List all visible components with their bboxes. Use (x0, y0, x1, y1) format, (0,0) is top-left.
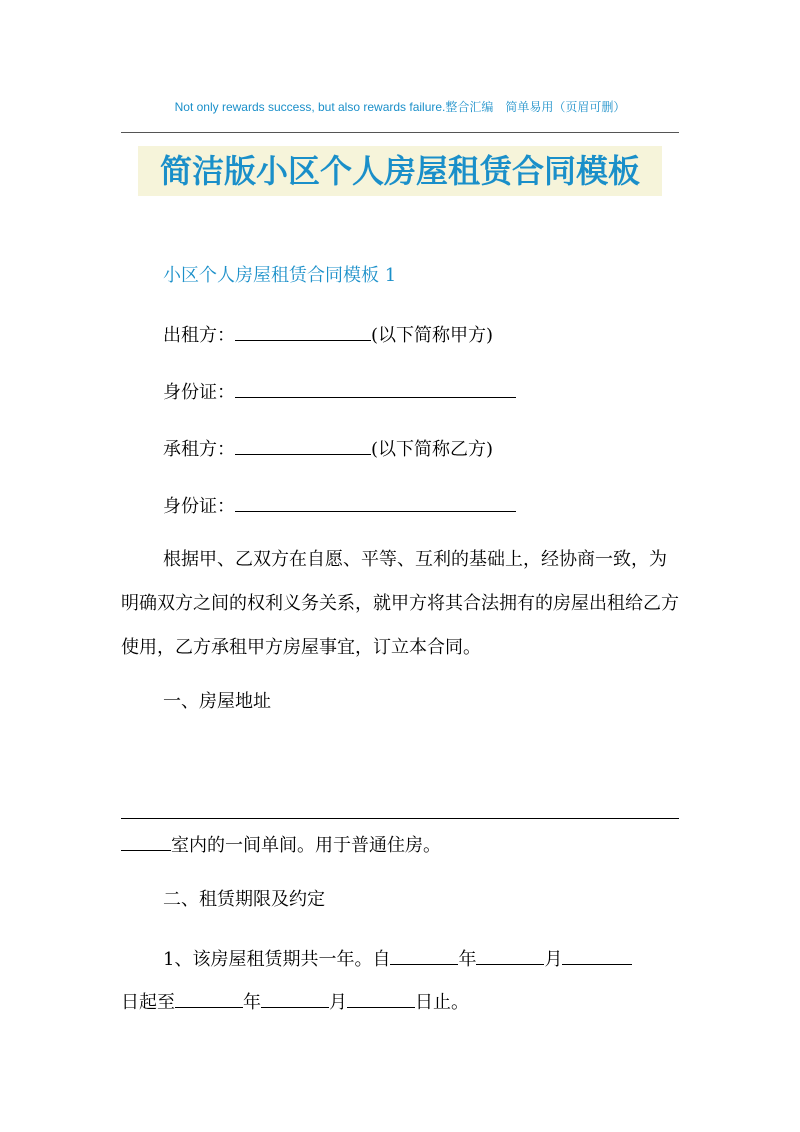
lessee-name-blank[interactable] (235, 434, 371, 455)
end-month-blank[interactable] (261, 987, 329, 1008)
end-year-blank[interactable] (175, 987, 243, 1008)
term-prefix: 1、该房屋租赁期共一年。自 (163, 949, 391, 970)
month-label-2: 月 (329, 992, 347, 1013)
header-divider (121, 132, 679, 133)
lessor-id-blank[interactable] (235, 377, 516, 398)
page-header: Not only rewards success, but also rewards failure.整合汇编 简单易用（页眉可删） (174, 100, 626, 114)
month-label: 月 (544, 949, 563, 970)
address-row (121, 830, 441, 859)
lessor-id-row (163, 377, 516, 406)
address-blank-line[interactable] (121, 818, 679, 819)
lessee-id-label: 身份证： (163, 496, 235, 517)
lessee-label: 承租方： (163, 439, 235, 460)
lessor-note: (以下简称甲方) (371, 325, 494, 346)
document-title: 简洁版小区个人房屋租赁合同模板 (138, 146, 662, 196)
section1-heading: 一、房屋地址 (163, 691, 271, 712)
address-blank[interactable] (121, 830, 171, 851)
term-line-1 (163, 944, 632, 973)
year-label-2: 年 (243, 992, 261, 1013)
start-year-blank[interactable] (390, 944, 458, 965)
lessee-row (163, 434, 493, 463)
term-line-2 (121, 987, 469, 1016)
lessor-row (163, 320, 493, 349)
lessor-name-blank[interactable] (235, 320, 371, 341)
lessee-note: (以下简称乙方) (371, 439, 494, 460)
section-subtitle: 小区个人房屋租赁合同模板 1 (163, 265, 397, 286)
lessor-label: 出租方： (163, 325, 235, 346)
end-day-blank[interactable] (347, 987, 415, 1008)
address-suffix: 室内的一间单间。用于普通住房。 (171, 835, 441, 856)
lessee-id-row (163, 491, 516, 520)
intro-paragraph: 根据甲、乙双方在自愿、平等、互利的基础上，经协商一致，为明确双方之间的权利义务关系，就甲方将其合法拥有的房屋出租给乙方使用，乙方承租甲方房屋事宜，订立本合同。 (121, 549, 679, 658)
day-from-label: 日起至 (121, 992, 175, 1013)
lessor-id-label: 身份证： (163, 382, 235, 403)
start-month-blank[interactable] (476, 944, 544, 965)
section2-heading: 二、租赁期限及约定 (163, 889, 325, 910)
start-day-blank[interactable] (562, 944, 632, 965)
day-until-label: 日止。 (415, 992, 469, 1013)
year-label: 年 (458, 949, 477, 970)
lessee-id-blank[interactable] (235, 491, 516, 512)
